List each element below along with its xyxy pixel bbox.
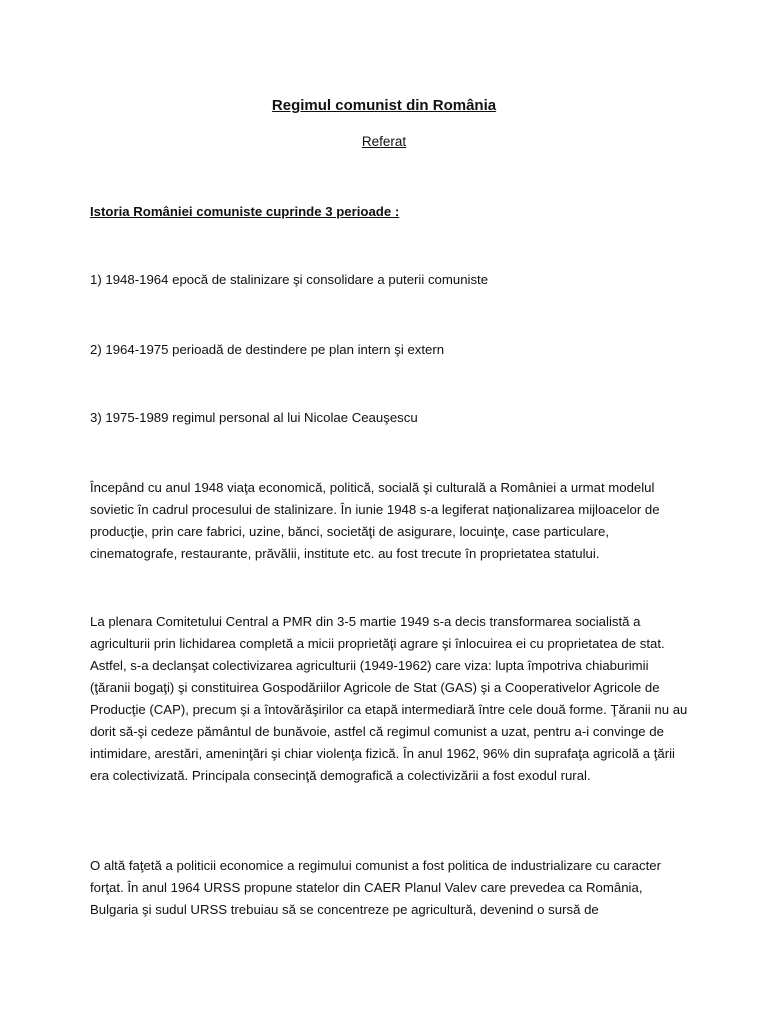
paragraph-2: La plenara Comitetului Central a PMR din 3-5 martie 1949 s-a decis transformarea socialistă a agriculturii prin lichidarea completă a micii proprietăţi agrare şi înlocuirea ei cu proprietatea de stat. Astfel, s-a declanşat colectivizarea agriculturii (1949-1962) care viza: lupta împotriva chiaburimii (ţăranii bogaţi) şi constituirea Gospodăriilor Agricole de Stat (GAS) şi a Cooperativelor Agricole de Producţie (CAP), precum şi a întovărăşirilor ca etapă intermediară între cele două forme. Ţăranii nu au dorit să-şi cedeze pământul de bunăvoie, astfel că regimul comunist a uzat, pentru a-i convinge de intimidare, arestări, ameninţări şi chiar violenţa fizică. În anul 1962, 96% din suprafaţa agricolă a ţării era colectivizată. Principala consecinţă demografică a colectivizării a fost exodul rural. <box>90 614 688 783</box>
page-title: Regimul comunist din România <box>271 97 497 114</box>
period-item-3: 3) 1975-1989 regimul personal al lui Nicolae Ceauşescu <box>90 410 418 425</box>
paragraph-3: O altă faţetă a politicii economice a regimului comunist a fost politica de industrializare cu caracter forţat. În anul 1964 URSS propune statelor din CAER Planul Valev care prevedea ca România, Bulgaria şi sudul URSS trebuiau să se concentreze pe agricultură, devenind o sursă de <box>90 858 661 917</box>
period-item-2: 2) 1964-1975 perioadă de destindere pe plan intern şi extern <box>90 342 445 357</box>
period-item-1: 1) 1948-1964 epocă de stalinizare şi consolidare a puterii comuniste <box>90 272 489 287</box>
paragraph-1: Începând cu anul 1948 viaţa economică, politică, socială şi culturală a României a urmat modelul sovietic în cadrul procesului de stalinizare. În iunie 1948 s-a legiferat naţionalizarea mijloacelor de producţie, prin care fabrici, uzine, bănci, societăţi de asigurare, locuinţe, case particulare, cinematografe, restaurante, prăvălii, institute etc. au fost trecute în proprietatea statului. <box>90 480 660 561</box>
page-subtitle: Referat <box>361 134 407 149</box>
section-heading: Istoria României comuniste cuprinde 3 perioade : <box>90 204 400 219</box>
